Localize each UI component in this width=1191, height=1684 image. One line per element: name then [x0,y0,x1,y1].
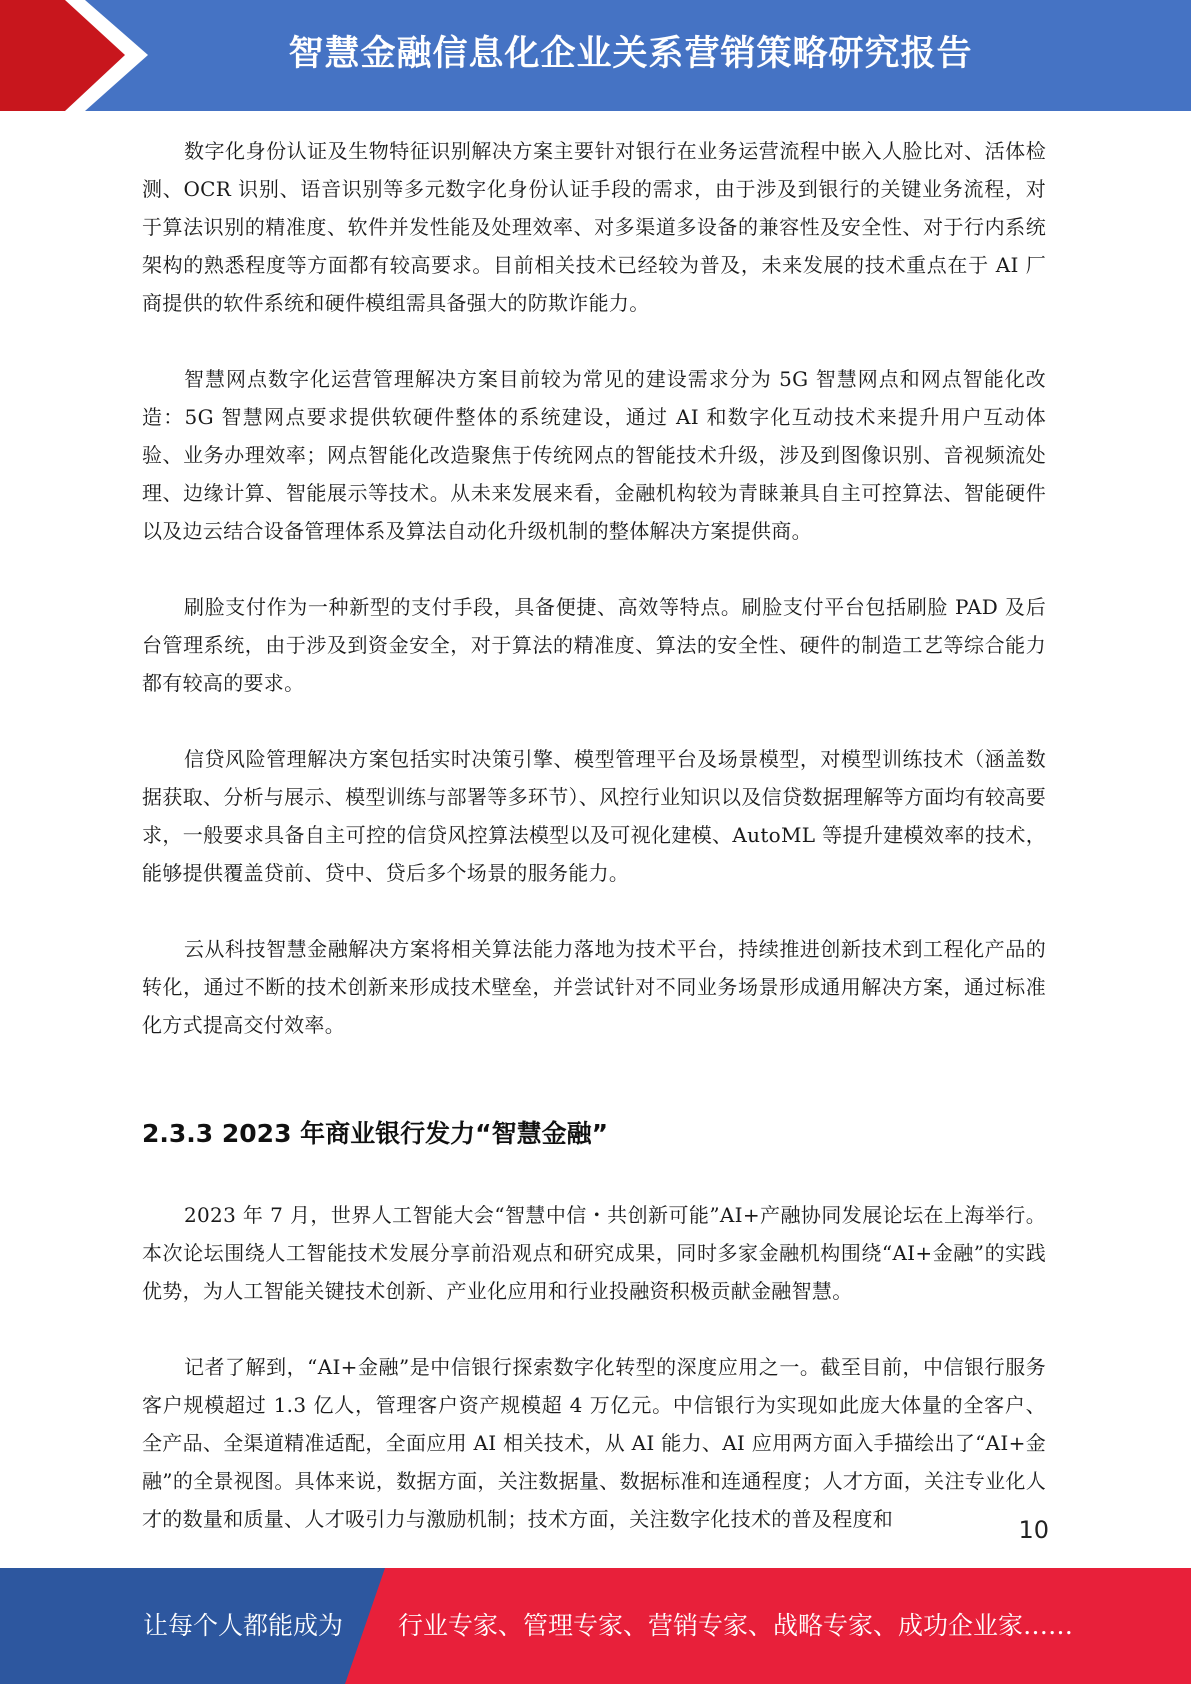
paragraph: 数字化身份认证及生物特征识别解决方案主要针对银行在业务运营流程中嵌入人脸比对、活体检测、OCR 识别、语音识别等多元数字化身份认证手段的需求，由于涉及到银行的关键业务流程，对于算法识别的精准度、软件并发性能及处理效率、对多渠道多设备的兼容性及安全性、对于行内系统架构的熟悉程度等方面都有较高要求。目前相关技术已经较为普及，未来发展的技术重点在于 AI 厂商提供的软件系统和硬件模组需具备强大的防欺诈能力。 [142,139,1046,315]
section-heading: 2.3.3 2023 年商业银行发力“智慧金融” [142,1119,609,1148]
page-number: 10 [1018,1516,1049,1544]
page-header [0,0,1191,111]
paragraph: 刷脸支付作为一种新型的支付手段，具备便捷、高效等特点。刷脸支付平台包括刷脸 PAD 及后台管理系统，由于涉及到资金安全，对于算法的精准度、算法的安全性、硬件的制造工艺等综合能力都有较高的要求。 [142,595,1046,695]
paragraph: 信贷风险管理解决方案包括实时决策引擎、模型管理平台及场景模型，对模型训练技术（涵盖数据获取、分析与展示、模型训练与部署等多环节）、风控行业知识以及信贷数据理解等方面均有较高要求，一般要求具备自主可控的信贷风控算法模型以及可视化建模、AutoML 等提升建模效率的技术，能够提供覆盖贷前、贷中、贷后多个场景的服务能力。 [142,747,1046,885]
page-footer [0,1568,1191,1684]
footer-slogan-left: 让每个人都能成为 [143,1611,344,1640]
footer-slogan-right: 行业专家、管理专家、营销专家、战略专家、成功企业家…… [398,1611,1074,1640]
main-content [142,132,1046,1538]
paragraph: 记者了解到，“AI+金融”是中信银行探索数字化转型的深度应用之一。截至目前，中信银行服务客户规模超过 1.3 亿人，管理客户资产规模超 4 万亿元。中信银行为实现如此庞大体量的全客户、全产品、全渠道精准适配，全面应用 AI 相关技术，从 AI 能力、AI 应用两方面入手描绘出了“AI+金融”的全景视图。具体来说，数据方面，关注数据量、数据标准和连通程度；人才方面，关注专业化人才的数量和质量、人才吸引力与激励机制；技术方面，关注数字化技术的普及程度和 [142,1355,1046,1531]
paragraph: 智慧网点数字化运营管理解决方案目前较为常见的建设需求分为 5G 智慧网点和网点智能化改造：5G 智慧网点要求提供软硬件整体的系统建设，通过 AI 和数字化互动技术来提升用户互动体验、业务办理效率；网点智能化改造聚焦于传统网点的智能技术升级，涉及到图像识别、音视频流处理、边缘计算、智能展示等技术。从未来发展来看，金融机构较为青睐兼具自主可控算法、智能硬件以及边云结合设备管理体系及算法自动化升级机制的整体解决方案提供商。 [142,367,1046,543]
paragraph: 2023 年 7 月，世界人工智能大会“智慧中信・共创新可能”AI+产融协同发展论坛在上海举行。本次论坛围绕人工智能技术发展分享前沿观点和研究成果，同时多家金融机构围绕“AI+金融”的实践优势，为人工智能关键技术创新、产业化应用和行业投融资积极贡献金融智慧。 [142,1203,1046,1303]
header-title: 智慧金融信息化企业关系营销策略研究报告 [288,34,973,74]
paragraph: 云从科技智慧金融解决方案将相关算法能力落地为技术平台，持续推进创新技术到工程化产品的转化，通过不断的技术创新来形成技术壁垒，并尝试针对不同业务场景形成通用解决方案，通过标准化方式提高交付效率。 [142,937,1046,1037]
